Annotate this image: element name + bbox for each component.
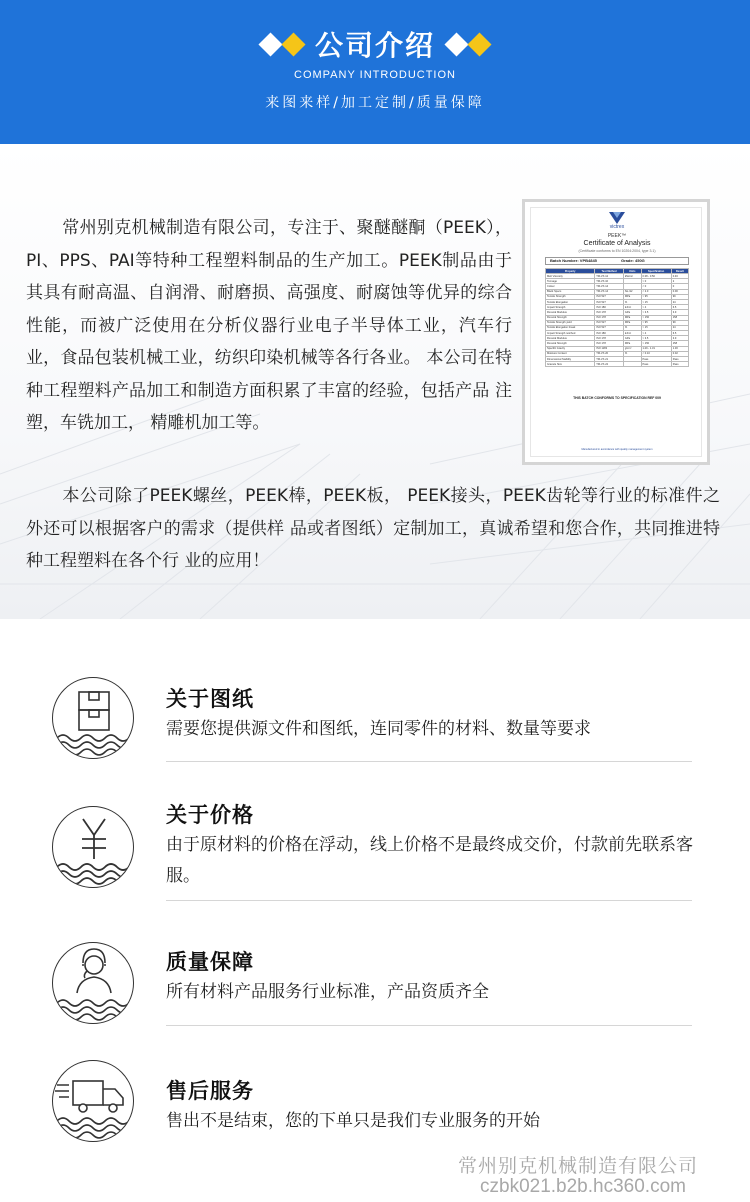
certificate-cell: ISO 527 xyxy=(595,299,624,304)
certificate-cell: Tensile Elongation break xyxy=(546,325,595,330)
certificate-cell: Granule Size xyxy=(546,362,595,367)
certificate-cell: > 15 xyxy=(641,325,671,330)
certificate-cell: > 15 xyxy=(641,299,671,304)
header-banner xyxy=(0,0,750,144)
certificate-header-cell: Specification xyxy=(641,269,671,274)
certificate-cell: < 2.0 xyxy=(641,289,671,294)
certificate-cell: > 4 xyxy=(641,331,671,336)
certificate-cell: 3.9 xyxy=(671,310,688,315)
certificate-image xyxy=(522,199,710,465)
certificate-cell: Colour xyxy=(546,284,595,289)
certificate-cell: > 0 xyxy=(641,279,671,284)
certificate-cell: Impact Strength xyxy=(546,305,595,310)
certificate-cell: 158 xyxy=(671,341,688,346)
certificate-cell: 2 xyxy=(671,279,688,284)
certificate-cell: ISO 178 xyxy=(595,341,624,346)
certificate-cell: GPa xyxy=(623,310,641,315)
certificate-cell: TM-VX-21 xyxy=(595,357,624,362)
right-diamond-icon xyxy=(445,36,491,53)
certificate-cell: Tensile Strength yield xyxy=(546,320,595,325)
certificate-brand: victrex xyxy=(609,224,625,230)
certificate-cell: g/cm³ xyxy=(623,346,641,351)
page-title: 公司介绍 xyxy=(314,29,435,62)
service-title-aftersales: 售后服务 xyxy=(166,1079,254,1103)
delivery-truck-icon xyxy=(52,1060,134,1142)
certificate-cell: 24 xyxy=(671,325,688,330)
certificate-header-cell: Property xyxy=(546,269,595,274)
certificate-cell: 1.30 xyxy=(671,346,688,351)
certificate-cell: 6.5 xyxy=(671,305,688,310)
certificate-cell: Melt Viscosity xyxy=(546,274,595,279)
certificate-cell: MPa xyxy=(623,294,641,299)
certificate-cell: Specific Gravity xyxy=(546,346,595,351)
certificate-footer-text: Manufactured in accordance with quality management system xyxy=(581,448,653,451)
title-row xyxy=(0,24,750,64)
certificate-cell: ISO 1183 xyxy=(595,346,624,351)
left-diamond-icon xyxy=(259,36,305,53)
certificate-cell: MPa xyxy=(623,315,641,320)
certificate-product: PEEK™ xyxy=(607,233,627,239)
watermark-company: 常州别克机械制造有限公司 xyxy=(458,1155,699,1177)
yuan-icon xyxy=(52,806,134,888)
certificate-cell: Pass xyxy=(641,362,671,367)
service-title-quality: 质量保障 xyxy=(166,950,254,974)
certificate-cell: TM-VX-12 xyxy=(595,274,624,279)
certificate-cell: > 150 xyxy=(641,341,671,346)
service-desc-drawings: 需要您提供源文件和图纸，连同零件的材料、数量等要求 xyxy=(166,719,591,739)
certificate-cell: > 3.5 xyxy=(641,310,671,315)
certificate-cell: % xyxy=(623,351,641,356)
certificate-cell: ISO 178 xyxy=(595,310,624,315)
service-title-drawings: 关于图纸 xyxy=(166,687,254,711)
certificate-cell: > 4 xyxy=(641,305,671,310)
certificate-cell: ISO 527 xyxy=(595,294,624,299)
certificate-cell: Flexural Modulus xyxy=(546,310,595,315)
victrex-logo-icon xyxy=(609,212,625,224)
certificate-cell: % xyxy=(623,325,641,330)
certificate-cell: ISO 178 xyxy=(595,336,624,341)
certificate-cell: kJ/m² xyxy=(623,305,641,310)
certificate-cell: > 95 xyxy=(641,320,671,325)
certificate-cell: GPa xyxy=(623,336,641,341)
certificate-cell: > 150 xyxy=(641,315,671,320)
certificate-cell: ISO 178 xyxy=(595,315,624,320)
subtitle-chinese: 来图来样/加工定制/质量保障 xyxy=(265,95,485,111)
certificate-cell: Tensile Strength xyxy=(546,294,595,299)
divider xyxy=(166,900,692,901)
certificate-header-cell: Units xyxy=(623,269,641,274)
certificate-conform-text: THIS BATCH CONFORMS TO SPECIFICATION REF 009 xyxy=(573,396,661,400)
service-desc-price: 由于原材料的价格在浮动，线上价格不是最终成交价，付款前先联系客服。 xyxy=(166,835,693,886)
customer-service-icon xyxy=(52,942,134,1024)
certificate-cell: 99 xyxy=(671,294,688,299)
certificate-cell: TM-VX-10 xyxy=(595,279,624,284)
certificate-cell: 0.00 xyxy=(671,289,688,294)
certificate-cell: > 95 xyxy=(641,294,671,299)
divider xyxy=(166,761,692,762)
certificate-cell: 1.29 - 1.31 xyxy=(641,346,671,351)
document-box-icon xyxy=(52,677,134,759)
intro-paragraph-1: 常州别克机械制造有限公司，专注于、聚醚醚酮（PEEK），PI、PPS、PAI等特种工程塑料制品的生产加工。PEEK制品由于其具有耐高温、自润滑、耐磨损、高强度、耐腐蚀等优异的综合性能，而被广泛使用在分析仪器行业电子半导体工业，汽车行业，食品包装机械工业，纺织印染机械等各行各业。 本公司在特种工程塑料产品加工和制造方面积累了丰富的经验，包括产品 注塑，车铣加工， 精雕机加工等。 xyxy=(26,218,512,433)
certificate-cell: 0.38 - 0.50 xyxy=(641,274,671,279)
certificate-header-cell: Result xyxy=(671,269,688,274)
certificate-note: (Certificate conforms to EN 10204:2004, type 3.1) xyxy=(578,249,656,253)
certificate-cell: ISO 180 xyxy=(595,331,624,336)
certificate-cell: TM-VX-22 xyxy=(595,362,624,367)
certificate-cell: Pass xyxy=(641,357,671,362)
divider xyxy=(166,1025,692,1026)
certificate-cell: ISO 527 xyxy=(595,325,624,330)
certificate-cell: Tonnage xyxy=(546,279,595,284)
service-title-price: 关于价格 xyxy=(166,803,254,827)
certificate-cell: TM-VX-14 xyxy=(595,284,624,289)
certificate-cell: 0 xyxy=(671,284,688,289)
subtitle-english: COMPANY INTRODUCTION xyxy=(294,69,456,81)
batch-number: Batch Number: VPB4845 xyxy=(550,258,597,263)
certificate-cell: ISO 527 xyxy=(595,320,624,325)
certificate-cell: MPa xyxy=(623,341,641,346)
certificate-cell: Flexural Strength xyxy=(546,341,595,346)
certificate-cell: Black Specs xyxy=(546,289,595,294)
certificate-title: Certificate of Analysis xyxy=(583,240,651,247)
certificate-cell: Pass xyxy=(671,362,688,367)
certificate-cell: < 0 xyxy=(641,284,671,289)
certificate-cell: < 0.10 xyxy=(641,351,671,356)
certificate-cell: 0.46 xyxy=(671,274,688,279)
certificate-cell: TM-VX-20 xyxy=(595,351,624,356)
certificate-cell: Tensile Elongation xyxy=(546,299,595,304)
certificate-cell: Dimensional Stability xyxy=(546,357,595,362)
service-desc-quality: 所有材料产品服务行业标准，产品资质齐全 xyxy=(166,982,489,1002)
certificate-cell: Flexural Modulus xyxy=(546,336,595,341)
intro-paragraph-2: 本公司除了PEEK螺丝，PEEK棒，PEEK板， PEEK接头，PEEK齿轮等行业的标准件之外还可以根据客户的需求（提供样 品或者图纸）定制加工，真诚希望和您合作，共同推进特种工程塑料在各个行 业的应用！ xyxy=(26,486,720,571)
certificate-row xyxy=(546,362,689,367)
certificate-cell: 99 xyxy=(671,320,688,325)
certificate-cell: 3.9 xyxy=(671,336,688,341)
certificate-cell: 24 xyxy=(671,299,688,304)
certificate-cell: No./12 xyxy=(623,289,641,294)
certificate-cell: > 3.5 xyxy=(641,336,671,341)
certificate-cell: 158 xyxy=(671,315,688,320)
certificate-cell: Impact Strength notched xyxy=(546,331,595,336)
service-desc-aftersales: 售出不是结束，您的下单只是我们专业服务的开始 xyxy=(166,1111,540,1131)
certificate-cell xyxy=(623,362,641,367)
certificate-batch-row xyxy=(545,257,689,265)
certificate-cell: 0.02 xyxy=(671,351,688,356)
certificate-cell: kNs/m² xyxy=(623,274,641,279)
certificate-cell: Flexural Strength xyxy=(546,315,595,320)
certificate-cell: Moisture Content xyxy=(546,351,595,356)
grade: Grade: 450G xyxy=(621,258,645,263)
watermark-url: czbk021.b2b.hc360.com xyxy=(480,1176,686,1197)
certificate-cell: 6.5 xyxy=(671,331,688,336)
certificate-cell: ISO 180 xyxy=(595,305,624,310)
certificate-cell: MPa xyxy=(623,320,641,325)
certificate-cell: Pass xyxy=(671,357,688,362)
certificate-cell: kJ/m² xyxy=(623,331,641,336)
certificate-header-cell: Test Method xyxy=(595,269,624,274)
certificate-table xyxy=(545,268,689,367)
certificate-cell: % xyxy=(623,299,641,304)
certificate-cell: TM-VX-14 xyxy=(595,289,624,294)
